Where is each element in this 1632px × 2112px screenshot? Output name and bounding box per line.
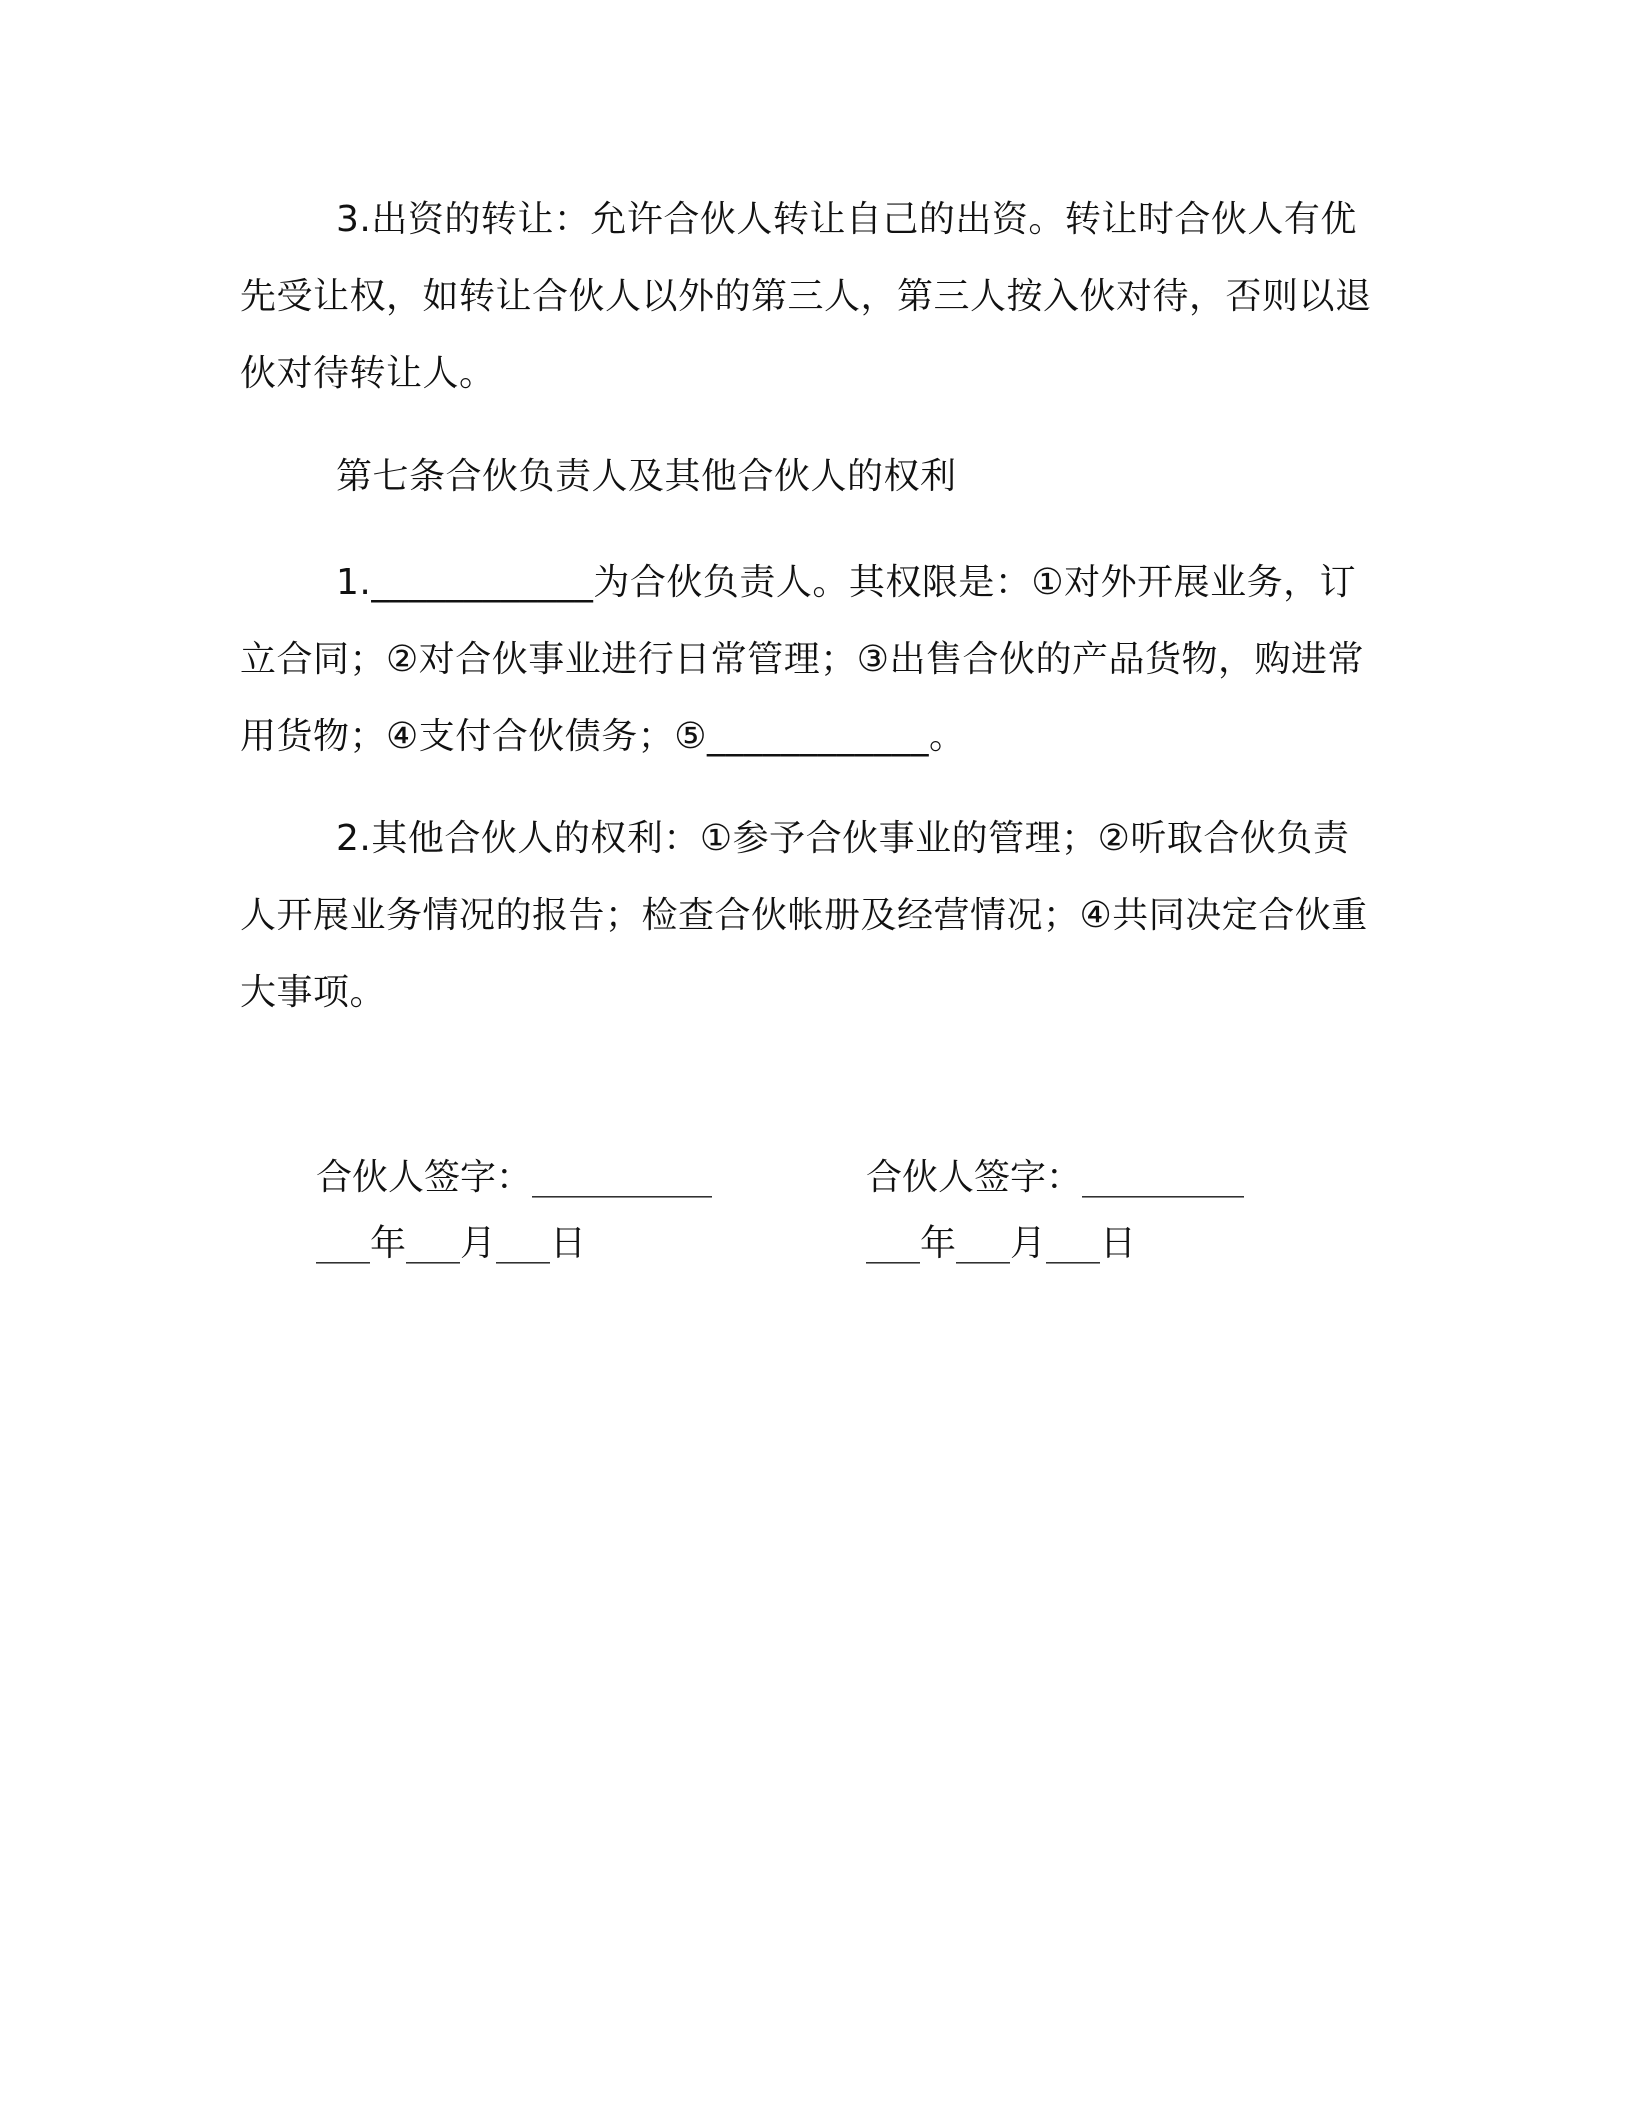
signature-label-right: 合伙人签字：_________ <box>866 1157 1245 1198</box>
article-seven-heading: 第七条合伙负责人及其他合伙人的权利 <box>336 456 957 497</box>
paragraph-other-partner-rights: 2.其他合伙人的权利：①参予合伙事业的管理；②听取合伙负责人开展业务情况的报告；检查合伙帐册及经营情况；④共同决定合伙重大事项。 <box>240 818 1368 1013</box>
date-line-left: ___年___月___日 <box>316 1223 587 1264</box>
signature-block-right <box>866 1145 1244 1277</box>
signature-block-left <box>316 1145 712 1277</box>
signature-label-left: 合伙人签字：__________ <box>316 1157 713 1198</box>
paragraph-capital-transfer: 3.出资的转让：允许合伙人转让自己的出资。转让时合伙人有优先受让权，如转让合伙人以外的第三人，第三人按入伙对待，否则以退伙对待转让人。 <box>240 199 1372 394</box>
date-line-right: ___年___月___日 <box>866 1223 1137 1264</box>
paragraph-partner-leader-powers: 1.____________为合伙负责人。其权限是：①对外开展业务，订立合同；②对合伙事业进行日常管理；③出售合伙的产品货物，购进常用货物；④支付合伙债务；⑤____________。 <box>240 562 1365 757</box>
